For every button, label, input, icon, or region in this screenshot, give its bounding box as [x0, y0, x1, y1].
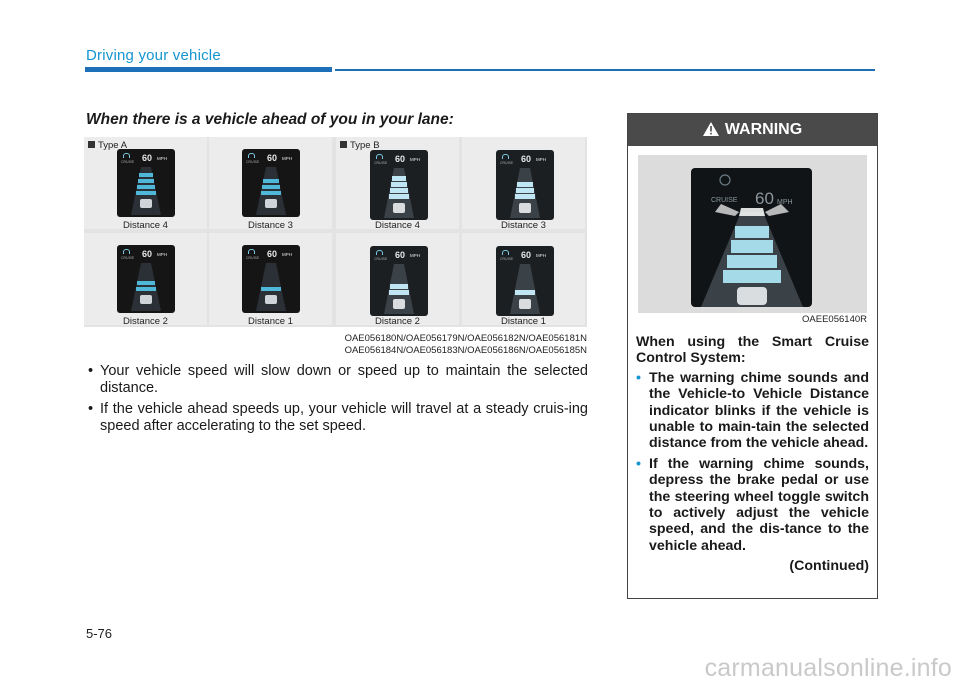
cruise-text: CRUISE — [374, 257, 388, 261]
road-distance-icon — [256, 167, 286, 215]
speed-value: 60 — [267, 249, 278, 259]
road-distance-icon — [256, 263, 286, 311]
speed-unit: MPH — [410, 253, 420, 258]
warning-cruise-text: CRUISE — [711, 197, 738, 204]
cluster-screen — [370, 246, 428, 316]
road-distance-icon — [510, 168, 540, 218]
speed-unit: MPH — [536, 253, 546, 258]
cruise-text: CRUISE — [246, 160, 260, 164]
cluster-screen — [242, 149, 300, 217]
figure-codes — [300, 333, 587, 357]
road-distance-icon — [384, 168, 414, 218]
body-bullets — [86, 363, 588, 439]
header-bar-thin — [335, 69, 875, 71]
figure-cell-type-b-distance-4 — [336, 137, 459, 229]
warning-image-code: OAEE056140R — [802, 314, 867, 325]
distance-label: Distance 1 — [501, 316, 546, 327]
subheading: When there is a vehicle ahead of you in your lane: — [86, 111, 454, 128]
cruise-text: CRUISE — [500, 161, 514, 165]
distance-label: Distance 3 — [248, 220, 293, 231]
road-distance-icon — [131, 167, 161, 215]
warning-title: WARNING — [724, 121, 803, 138]
cruise-text: CRUISE — [374, 161, 388, 165]
warning-list — [636, 370, 869, 554]
warning-intro: When using the Smart Cruise Control System: — [636, 334, 869, 367]
warning-text — [636, 334, 869, 575]
cluster-screen — [496, 150, 554, 220]
watermark: carmanualsonline.info — [704, 654, 952, 682]
cluster-screen — [242, 245, 300, 313]
cruise-icon — [502, 250, 509, 255]
warning-triangle-icon — [703, 122, 719, 136]
speed-unit: MPH — [157, 252, 167, 257]
speed-unit: MPH — [282, 156, 292, 161]
header-bar-thick — [85, 67, 332, 72]
figure-code-line: OAE056180N/OAE056179N/OAE056182N/OAE056181N — [344, 333, 587, 344]
distance-label: Distance 2 — [123, 316, 168, 327]
cruise-icon — [123, 249, 130, 254]
figure-cell-type-a-distance-2 — [84, 233, 207, 325]
speed-value: 60 — [395, 154, 406, 164]
road-distance-icon — [510, 264, 540, 314]
cruise-icon — [502, 154, 509, 159]
speed-unit: MPH — [282, 252, 292, 257]
distance-figure — [84, 137, 587, 327]
warning-speed-unit: MPH — [777, 199, 793, 206]
warning-box — [627, 113, 878, 599]
warning-cluster-screen — [691, 168, 812, 307]
cruise-text: CRUISE — [121, 256, 135, 260]
distance-label: Distance 4 — [123, 220, 168, 231]
warning-item: • The warning chime sounds and the Vehicle-to Vehicle Distance indicator blinks if the vehicle is unable to main-tain the selected distance from the vehicle ahead. — [636, 370, 869, 452]
speed-value: 60 — [142, 249, 153, 259]
speed-value: 60 — [142, 153, 153, 163]
bullet-item: • Your vehicle speed will slow down or speed up to maintain the selected distance. — [86, 363, 588, 397]
continued-label: (Continued) — [789, 558, 869, 575]
cluster-screen — [117, 245, 175, 313]
cruise-icon — [376, 250, 383, 255]
speed-unit: MPH — [410, 157, 420, 162]
cruise-icon — [376, 154, 383, 159]
page-number: 5-76 — [86, 626, 113, 641]
speed-value: 60 — [521, 154, 532, 164]
warning-item: • If the warning chime sounds, depress the brake pedal or use the steering wheel toggle switch to actively adjust the vehicle speed, and the dis-tance to the vehicle ahead. — [636, 456, 869, 554]
speed-value: 60 — [267, 153, 278, 163]
warning-road-graphic — [691, 168, 812, 307]
speed-value: 60 — [521, 250, 532, 260]
distance-label: Distance 1 — [248, 316, 293, 327]
cruise-icon — [123, 153, 130, 158]
distance-label: Distance 4 — [375, 220, 420, 231]
cluster-screen — [117, 149, 175, 217]
road-distance-icon — [131, 263, 161, 311]
bullet-item: • If the vehicle ahead speeds up, your vehicle will travel at a steady cruis-ing speed after accelerating to the set speed. — [86, 401, 588, 435]
warning-speed-value: 60 — [755, 189, 774, 208]
figure-cell-type-a-distance-1 — [209, 233, 332, 325]
type-a-label: Type A — [88, 140, 127, 151]
speed-unit: MPH — [536, 157, 546, 162]
cruise-icon — [248, 153, 255, 158]
distance-label: Distance 2 — [375, 316, 420, 327]
cluster-screen — [496, 246, 554, 316]
speed-unit: MPH — [157, 156, 167, 161]
cruise-icon — [248, 249, 255, 254]
section-title: Driving your vehicle — [86, 47, 221, 64]
figure-cell-type-b-distance-2 — [336, 233, 459, 325]
figure-cell-type-a-distance-3 — [209, 137, 332, 229]
cruise-text: CRUISE — [121, 160, 135, 164]
warning-header — [628, 114, 877, 146]
figure-code-line: OAE056184N/OAE056183N/OAE056186N/OAE056185N — [344, 345, 587, 356]
distance-label: Distance 3 — [501, 220, 546, 231]
road-distance-icon — [384, 264, 414, 314]
warning-image — [638, 155, 867, 313]
figure-cell-type-a-distance-4 — [84, 137, 207, 229]
type-b-label: Type B — [340, 140, 380, 151]
figure-cell-type-b-distance-1 — [462, 233, 585, 325]
cruise-text: CRUISE — [500, 257, 514, 261]
cruise-text: CRUISE — [246, 256, 260, 260]
speed-value: 60 — [395, 250, 406, 260]
cluster-screen — [370, 150, 428, 220]
figure-cell-type-b-distance-3 — [462, 137, 585, 229]
